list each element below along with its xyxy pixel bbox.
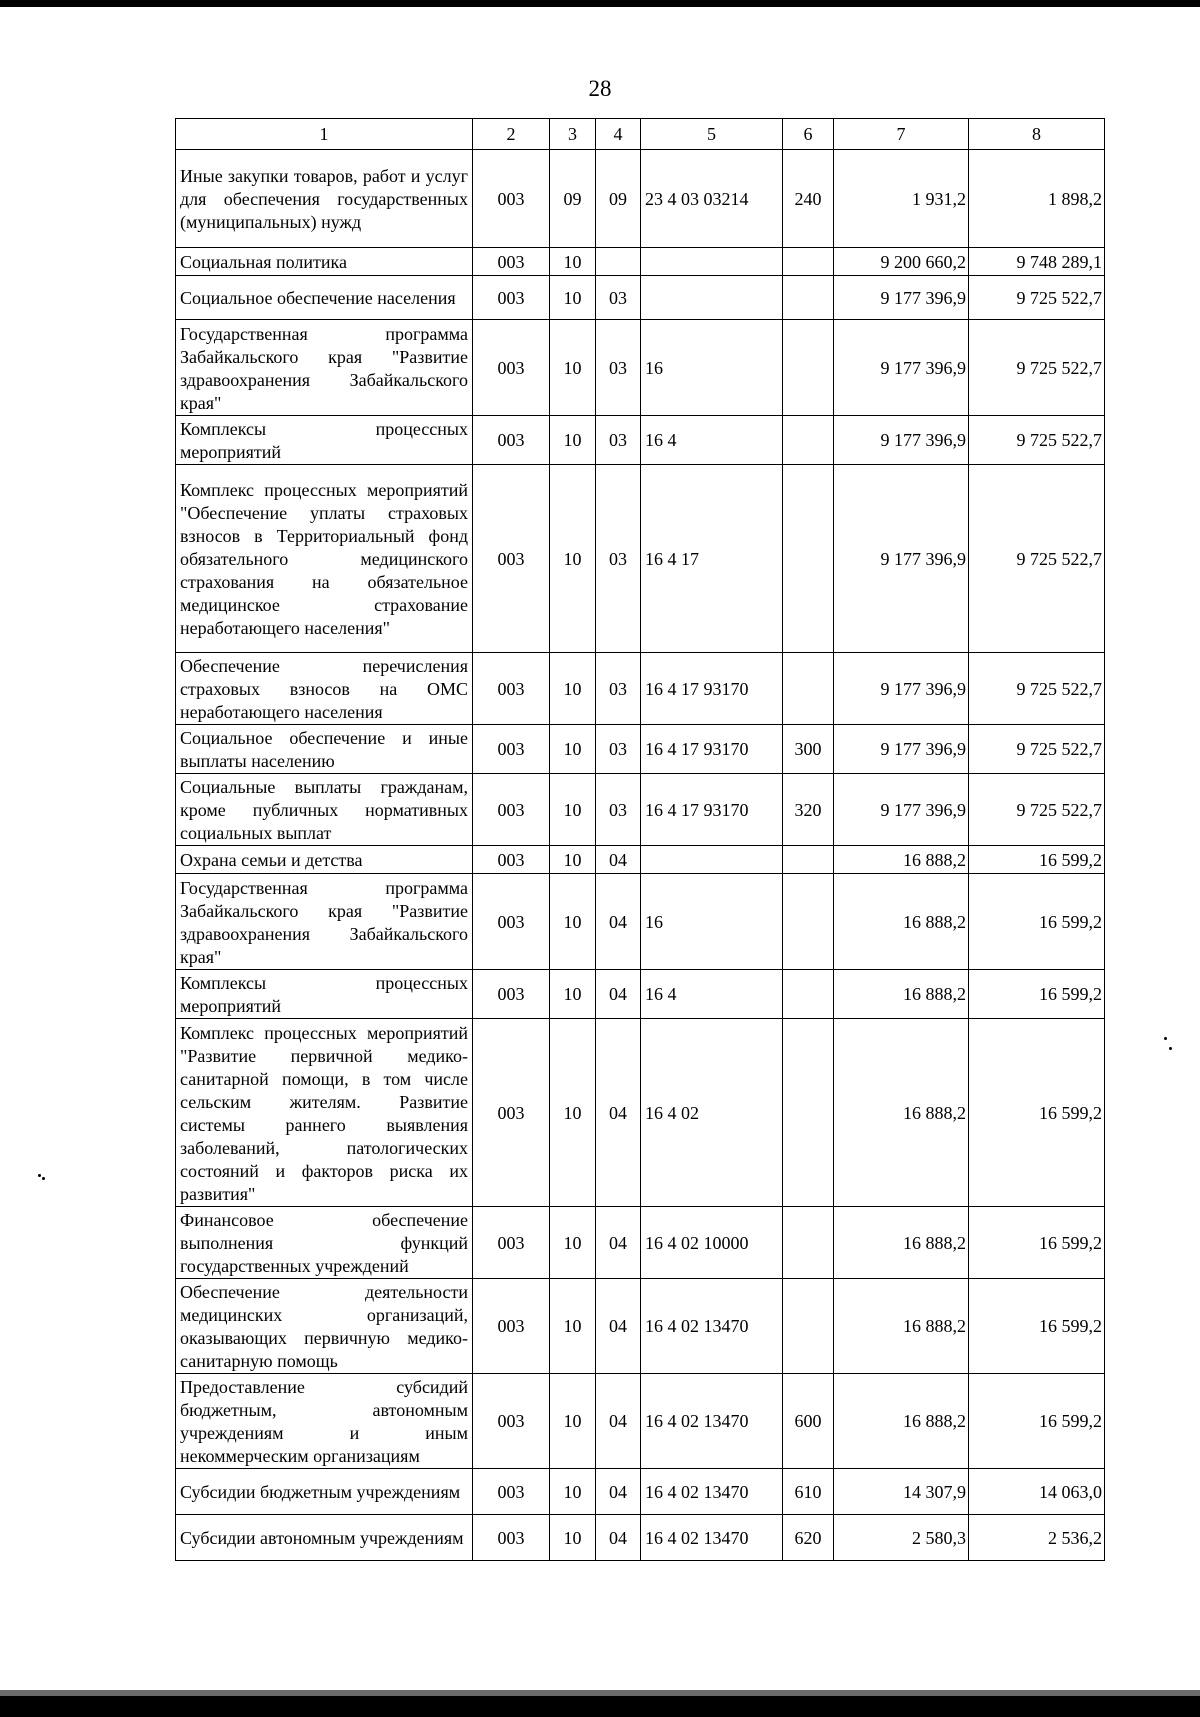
- table-row: [176, 653, 1105, 725]
- amount-year1-cell: 9 177 396,9: [834, 276, 969, 320]
- subsection-cell: 04: [596, 1207, 641, 1279]
- expense-type-cell: [783, 320, 834, 416]
- row-name-cell: Государственная программа Забайкальского края "Развитие здравоохранения Забайкальского края": [176, 874, 473, 970]
- target-article-cell: 16 4 02 13470: [641, 1279, 783, 1374]
- target-article-cell: [641, 846, 783, 874]
- code-cell: 003: [473, 1515, 550, 1561]
- section-cell: 10: [550, 774, 596, 846]
- amount-year2-cell: 9 725 522,7: [969, 276, 1105, 320]
- scan-speck: [1164, 1037, 1167, 1040]
- amount-year1-cell: 14 307,9: [834, 1469, 969, 1515]
- subsection-cell: 04: [596, 1019, 641, 1207]
- expense-type-cell: 610: [783, 1469, 834, 1515]
- subsection-cell: 04: [596, 1469, 641, 1515]
- section-cell: 10: [550, 1019, 596, 1207]
- amount-year1-cell: 16 888,2: [834, 970, 969, 1019]
- expense-type-cell: [783, 874, 834, 970]
- row-name-cell: Финансовое обеспечение выполнения функций государственных учреждений: [176, 1207, 473, 1279]
- section-cell: 10: [550, 970, 596, 1019]
- amount-year1-cell: 9 200 660,2: [834, 248, 969, 276]
- amount-year1-cell: 16 888,2: [834, 874, 969, 970]
- section-cell: 10: [550, 653, 596, 725]
- table-row: [176, 320, 1105, 416]
- row-name-cell: Социальная политика: [176, 248, 473, 276]
- amount-year1-cell: 9 177 396,9: [834, 320, 969, 416]
- scan-speck: [38, 1174, 41, 1177]
- amount-year2-cell: 9 725 522,7: [969, 653, 1105, 725]
- section-cell: 10: [550, 874, 596, 970]
- target-article-cell: 16 4 02 13470: [641, 1515, 783, 1561]
- expense-type-cell: [783, 970, 834, 1019]
- row-name-cell: Обеспечение деятельности медицинских организаций, оказывающих первичную медико-санитарную помощь: [176, 1279, 473, 1374]
- amount-year1-cell: 16 888,2: [834, 1374, 969, 1469]
- subsection-cell: 04: [596, 1374, 641, 1469]
- target-article-cell: 16 4 02 10000: [641, 1207, 783, 1279]
- row-name-cell: Комплекс процессных мероприятий "Обеспечение уплаты страховых взносов в Территориальный фонд обязательного медицинского страхования на обязательное медицинское страхование неработающего населения": [176, 465, 473, 653]
- target-article-cell: [641, 276, 783, 320]
- row-name-cell: Государственная программа Забайкальского края "Развитие здравоохранения Забайкальского края": [176, 320, 473, 416]
- section-cell: 10: [550, 1469, 596, 1515]
- amount-year1-cell: 16 888,2: [834, 1207, 969, 1279]
- subsection-cell: 03: [596, 465, 641, 653]
- code-cell: 003: [473, 653, 550, 725]
- header-cell: 6: [783, 119, 834, 150]
- table-row: [176, 970, 1105, 1019]
- target-article-cell: 16 4: [641, 970, 783, 1019]
- code-cell: 003: [473, 846, 550, 874]
- amount-year1-cell: 2 580,3: [834, 1515, 969, 1561]
- table-row: [176, 1019, 1105, 1207]
- expense-type-cell: 600: [783, 1374, 834, 1469]
- section-cell: 09: [550, 150, 596, 248]
- section-cell: 10: [550, 276, 596, 320]
- amount-year2-cell: 16 599,2: [969, 874, 1105, 970]
- amount-year1-cell: 9 177 396,9: [834, 465, 969, 653]
- amount-year1-cell: 9 177 396,9: [834, 416, 969, 465]
- target-article-cell: 16 4 17: [641, 465, 783, 653]
- code-cell: 003: [473, 248, 550, 276]
- table-row: [176, 276, 1105, 320]
- target-article-cell: 16 4: [641, 416, 783, 465]
- header-cell: 2: [473, 119, 550, 150]
- row-name-cell: Субсидии автономным учреждениям: [176, 1515, 473, 1561]
- code-cell: 003: [473, 970, 550, 1019]
- table-row: [176, 1279, 1105, 1374]
- code-cell: 003: [473, 1207, 550, 1279]
- subsection-cell: 04: [596, 1515, 641, 1561]
- header-cell: 5: [641, 119, 783, 150]
- row-name-cell: Социальные выплаты гражданам, кроме публичных нормативных социальных выплат: [176, 774, 473, 846]
- code-cell: 003: [473, 465, 550, 653]
- subsection-cell: 03: [596, 774, 641, 846]
- subsection-cell: 04: [596, 970, 641, 1019]
- scan-speck: [1169, 1047, 1172, 1050]
- section-cell: 10: [550, 1207, 596, 1279]
- subsection-cell: 03: [596, 653, 641, 725]
- amount-year1-cell: 1 931,2: [834, 150, 969, 248]
- table-row: [176, 874, 1105, 970]
- target-article-cell: 16: [641, 874, 783, 970]
- section-cell: 10: [550, 1374, 596, 1469]
- amount-year2-cell: 1 898,2: [969, 150, 1105, 248]
- subsection-cell: 09: [596, 150, 641, 248]
- code-cell: 003: [473, 276, 550, 320]
- expense-type-cell: [783, 1207, 834, 1279]
- code-cell: 003: [473, 774, 550, 846]
- amount-year2-cell: 9 725 522,7: [969, 774, 1105, 846]
- amount-year2-cell: 16 599,2: [969, 970, 1105, 1019]
- subsection-cell: 04: [596, 846, 641, 874]
- scan-edge-bottom: [0, 1696, 1200, 1717]
- amount-year2-cell: 14 063,0: [969, 1469, 1105, 1515]
- row-name-cell: Субсидии бюджетным учреждениям: [176, 1469, 473, 1515]
- amount-year2-cell: 9 725 522,7: [969, 465, 1105, 653]
- table-row: [176, 150, 1105, 248]
- expense-type-cell: 320: [783, 774, 834, 846]
- expense-type-cell: [783, 248, 834, 276]
- subsection-cell: 03: [596, 320, 641, 416]
- amount-year1-cell: 16 888,2: [834, 846, 969, 874]
- scan-edge-top: [0, 0, 1200, 7]
- target-article-cell: 16 4 17 93170: [641, 725, 783, 774]
- subsection-cell: 04: [596, 874, 641, 970]
- amount-year2-cell: 16 599,2: [969, 1207, 1105, 1279]
- row-name-cell: Комплексы процессных мероприятий: [176, 970, 473, 1019]
- code-cell: 003: [473, 320, 550, 416]
- table-row: [176, 1515, 1105, 1561]
- row-name-cell: Социальное обеспечение населения: [176, 276, 473, 320]
- table-row: [176, 1207, 1105, 1279]
- target-article-cell: 16 4 02 13470: [641, 1469, 783, 1515]
- code-cell: 003: [473, 1374, 550, 1469]
- expense-type-cell: [783, 846, 834, 874]
- row-name-cell: Охрана семьи и детства: [176, 846, 473, 874]
- amount-year1-cell: 9 177 396,9: [834, 774, 969, 846]
- amount-year1-cell: 9 177 396,9: [834, 653, 969, 725]
- expense-type-cell: 300: [783, 725, 834, 774]
- row-name-cell: Обеспечение перечисления страховых взносов на ОМС неработающего населения: [176, 653, 473, 725]
- table-header-row: [176, 119, 1105, 150]
- subsection-cell: 03: [596, 416, 641, 465]
- table-row: [176, 1374, 1105, 1469]
- code-cell: 003: [473, 1019, 550, 1207]
- header-cell: 7: [834, 119, 969, 150]
- section-cell: 10: [550, 320, 596, 416]
- section-cell: 10: [550, 465, 596, 653]
- amount-year1-cell: 16 888,2: [834, 1019, 969, 1207]
- target-article-cell: [641, 248, 783, 276]
- table-row: [176, 774, 1105, 846]
- page-number: 28: [588, 76, 612, 101]
- table-row: [176, 725, 1105, 774]
- row-name-cell: Комплекс процессных мероприятий "Развитие первичной медико-санитарной помощи, в том числе сельским жителям. Развитие системы раннего выявления заболеваний, патологических состояний и факторов риска их развития": [176, 1019, 473, 1207]
- section-cell: 10: [550, 416, 596, 465]
- code-cell: 003: [473, 874, 550, 970]
- header-cell: 3: [550, 119, 596, 150]
- row-name-cell: Предоставление субсидий бюджетным, автономным учреждениям и иным некоммерческим организациям: [176, 1374, 473, 1469]
- target-article-cell: 16 4 02 13470: [641, 1374, 783, 1469]
- target-article-cell: 16 4 17 93170: [641, 653, 783, 725]
- amount-year2-cell: 16 599,2: [969, 1374, 1105, 1469]
- amount-year2-cell: 9 725 522,7: [969, 725, 1105, 774]
- row-name-cell: Иные закупки товаров, работ и услуг для обеспечения государственных (муниципальных) нужд: [176, 150, 473, 248]
- amount-year1-cell: 9 177 396,9: [834, 725, 969, 774]
- table-row: [176, 248, 1105, 276]
- expense-type-cell: 620: [783, 1515, 834, 1561]
- expense-type-cell: [783, 416, 834, 465]
- table-row: [176, 846, 1105, 874]
- target-article-cell: 16 4 17 93170: [641, 774, 783, 846]
- amount-year2-cell: 9 725 522,7: [969, 416, 1105, 465]
- code-cell: 003: [473, 1469, 550, 1515]
- subsection-cell: 04: [596, 1279, 641, 1374]
- header-cell: 8: [969, 119, 1105, 150]
- amount-year2-cell: 9 748 289,1: [969, 248, 1105, 276]
- section-cell: 10: [550, 1279, 596, 1374]
- table-row: [176, 1469, 1105, 1515]
- header-cell: 1: [176, 119, 473, 150]
- expense-type-cell: 240: [783, 150, 834, 248]
- row-name-cell: Социальное обеспечение и иные выплаты населению: [176, 725, 473, 774]
- table-row: [176, 465, 1105, 653]
- header-cell: 4: [596, 119, 641, 150]
- scan-speck: [42, 1177, 45, 1180]
- code-cell: 003: [473, 725, 550, 774]
- table-row: [176, 416, 1105, 465]
- target-article-cell: 16 4 02: [641, 1019, 783, 1207]
- amount-year1-cell: 16 888,2: [834, 1279, 969, 1374]
- section-cell: 10: [550, 248, 596, 276]
- expense-type-cell: [783, 276, 834, 320]
- code-cell: 003: [473, 1279, 550, 1374]
- amount-year2-cell: 2 536,2: [969, 1515, 1105, 1561]
- section-cell: 10: [550, 1515, 596, 1561]
- row-name-cell: Комплексы процессных мероприятий: [176, 416, 473, 465]
- amount-year2-cell: 16 599,2: [969, 1019, 1105, 1207]
- section-cell: 10: [550, 725, 596, 774]
- target-article-cell: 23 4 03 03214: [641, 150, 783, 248]
- amount-year2-cell: 16 599,2: [969, 846, 1105, 874]
- expense-type-cell: [783, 653, 834, 725]
- expense-type-cell: [783, 1279, 834, 1374]
- code-cell: 003: [473, 150, 550, 248]
- target-article-cell: 16: [641, 320, 783, 416]
- expense-type-cell: [783, 1019, 834, 1207]
- amount-year2-cell: 16 599,2: [969, 1279, 1105, 1374]
- subsection-cell: [596, 248, 641, 276]
- amount-year2-cell: 9 725 522,7: [969, 320, 1105, 416]
- code-cell: 003: [473, 416, 550, 465]
- subsection-cell: 03: [596, 276, 641, 320]
- expense-type-cell: [783, 465, 834, 653]
- subsection-cell: 03: [596, 725, 641, 774]
- section-cell: 10: [550, 846, 596, 874]
- budget-table: [175, 118, 1105, 1561]
